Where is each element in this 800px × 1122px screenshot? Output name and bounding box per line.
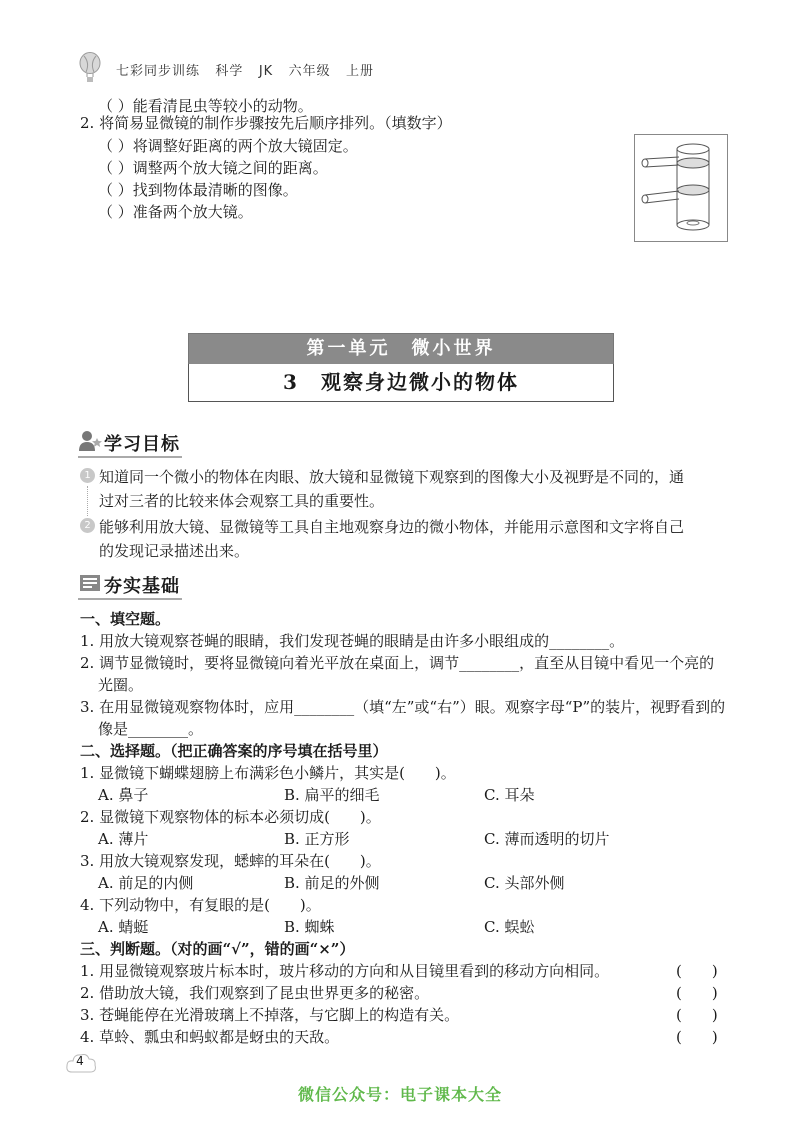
step-item: （ ）调整两个放大镜之间的距离。 [98, 159, 328, 177]
choice-option-c: C. 耳朵 [484, 786, 535, 804]
fill-question: 3. 在用显微镜观察物体时，应用________（填“左”或“右”）眼。观察字母“P”的装片，视野看到的 [80, 698, 726, 716]
question-2-steps: 2. 将简易显微镜的制作步骤按先后顺序排列。（填数字） [80, 114, 452, 132]
choice-option-b: B. 正方形 [284, 830, 350, 848]
simple-microscope-figure [634, 134, 728, 242]
choice-question: 3. 用放大镜观察发现，蟋蟀的耳朵在( )。 [80, 852, 381, 870]
judge-question: 1. 用显微镜观察玻片标本时，玻片移动的方向和从目镜里看到的移动方向相同。 [80, 962, 610, 980]
tube-microscope-icon [635, 135, 727, 241]
choice-option-a: A. 前足的内侧 [98, 874, 194, 892]
goal-divider [87, 486, 88, 516]
fill-question: 2. 调节显微镜时，要将显微镜向着光平放在桌面上，调节________，直至从目镜中看见一个亮的 [80, 654, 715, 672]
header-edition: JK [258, 64, 274, 79]
header-subject: 科学 [215, 64, 244, 79]
prev-question-line: （ ）能看清昆虫等较小的动物。 [98, 97, 313, 115]
page-header [78, 52, 398, 86]
fill-heading: 一、填空题。 [80, 610, 171, 628]
judge-heading: 三、判断题。（对的画“√”，错的画“×”） [80, 940, 355, 958]
step-item: （ ）将调整好距离的两个放大镜固定。 [98, 137, 358, 155]
lesson-title: 3 观察身边微小的物体 [188, 364, 614, 402]
choice-option-b: B. 前足的外侧 [284, 874, 380, 892]
choice-question: 2. 显微镜下观察物体的标本必须切成( )。 [80, 808, 381, 826]
choice-question: 4. 下列动物中，有复眼的是( )。 [80, 896, 321, 914]
goal-1-line-1: 知道同一个微小的物体在肉眼、放大镜和显微镜下观察到的图像大小及视野是不同的，通 [99, 468, 685, 486]
judge-answer-paren: ( ) [676, 962, 718, 980]
header-volume: 上册 [346, 64, 375, 79]
header-title [116, 60, 374, 79]
judge-question: 4. 草蛉、瓢虫和蚂蚁都是蚜虫的天敌。 [80, 1028, 340, 1046]
choice-option-a: A. 鼻子 [98, 786, 149, 804]
goals-title: 学习目标 [104, 434, 180, 455]
goal-2-line-1: 能够利用放大镜、显微镜等工具自主地观察身边的微小物体，并能用示意图和文字将自己 [99, 518, 685, 536]
judge-answer-paren: ( ) [676, 1006, 718, 1024]
basics-underline [78, 598, 182, 600]
unit-banner [188, 333, 614, 403]
step-item: （ ）找到物体最清晰的图像。 [98, 181, 298, 199]
choice-option-c: C. 薄而透明的切片 [484, 830, 610, 848]
learner-icon [78, 430, 102, 452]
book-icon [79, 573, 101, 593]
judge-answer-paren: ( ) [676, 984, 718, 1002]
header-grade: 六年级 [288, 64, 331, 79]
choice-question: 1. 显微镜下蝴蝶翅膀上布满彩色小鳞片，其实是( )。 [80, 764, 456, 782]
choice-option-c: C. 蜈蚣 [484, 918, 535, 936]
step-item: （ ）准备两个放大镜。 [98, 203, 253, 221]
goal-number-badge: 1 [80, 468, 95, 483]
footer-watermark: 微信公众号：电子课本大全 [297, 1085, 502, 1104]
choice-option-b: B. 扁平的细毛 [284, 786, 380, 804]
choice-option-a: A. 薄片 [98, 830, 149, 848]
fill-question-cont: 光圈。 [98, 676, 144, 694]
balloon-logo-icon [78, 52, 102, 84]
choice-heading: 二、选择题。（把正确答案的序号填在括号里） [80, 742, 388, 760]
goal-1-line-2: 过对三者的比较来体会观察工具的重要性。 [99, 492, 385, 510]
goal-number-badge: 2 [80, 518, 95, 533]
judge-question: 2. 借助放大镜，我们观察到了昆虫世界更多的秘密。 [80, 984, 430, 1002]
goal-2-line-2: 的发现记录描述出来。 [99, 542, 250, 560]
judge-question: 3. 苍蝇能停在光滑玻璃上不掉落，与它脚上的构造有关。 [80, 1006, 460, 1024]
basics-title: 夯实基础 [104, 576, 180, 597]
unit-title: 第一单元 微小世界 [188, 333, 614, 365]
choice-option-c: C. 头部外侧 [484, 874, 565, 892]
fill-question: 1. 用放大镜观察苍蝇的眼睛，我们发现苍蝇的眼睛是由许多小眼组成的________。 [80, 632, 625, 650]
header-series: 七彩同步训练 [116, 64, 201, 79]
page-number: 4 [76, 1054, 84, 1068]
judge-answer-paren: ( ) [676, 1028, 718, 1046]
goals-underline [78, 456, 182, 458]
choice-option-b: B. 蜘蛛 [284, 918, 335, 936]
choice-option-a: A. 蜻蜓 [98, 918, 149, 936]
fill-question-cont: 像是________。 [98, 720, 204, 738]
page-number-badge [66, 1050, 98, 1078]
